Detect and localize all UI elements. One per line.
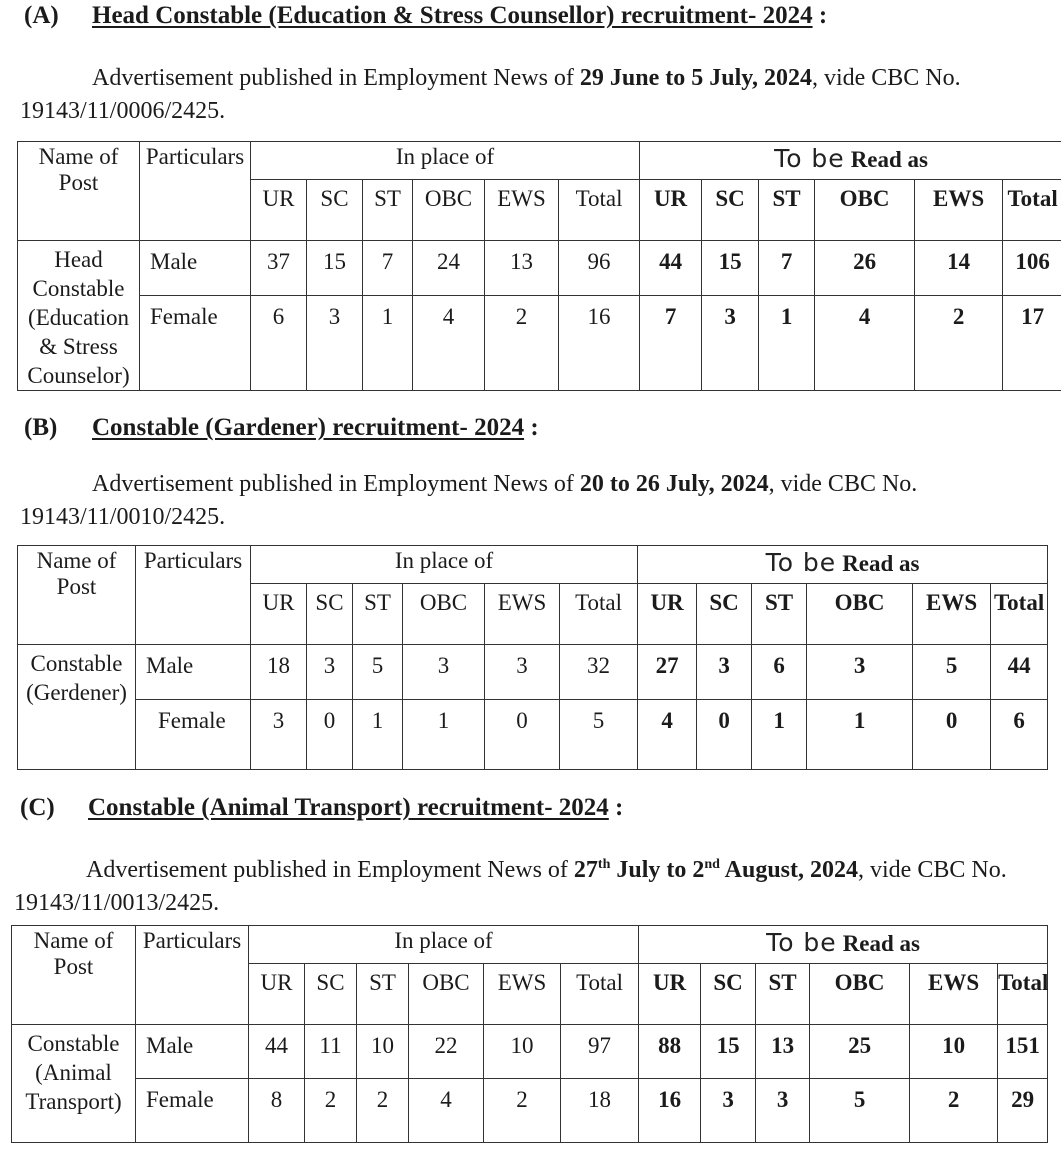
section-label: (C) bbox=[20, 794, 55, 821]
cell: 0 bbox=[697, 700, 752, 770]
cell: 2 bbox=[485, 296, 559, 391]
cell: 16 bbox=[639, 1079, 701, 1143]
header-in-place-of: In place of bbox=[251, 142, 640, 180]
header-read-as: To be Read as bbox=[638, 546, 1048, 584]
table-row bbox=[12, 1079, 1048, 1143]
col-header: Total bbox=[560, 584, 638, 645]
cell: 0 bbox=[913, 700, 991, 770]
col-header: UR bbox=[640, 180, 702, 241]
section-heading: (C) Constable (Animal Transport) recruitment- 2024 : bbox=[20, 794, 624, 821]
table-row bbox=[12, 1025, 1048, 1079]
particular: Female bbox=[136, 1079, 249, 1143]
cell: 8 bbox=[249, 1079, 305, 1143]
col-header: EWS bbox=[484, 964, 561, 1025]
header-in-place-of: In place of bbox=[249, 926, 639, 964]
handwritten-to-be: To be bbox=[765, 548, 837, 577]
col-header: EWS bbox=[485, 180, 559, 241]
cell: 2 bbox=[484, 1079, 561, 1143]
col-header: UR bbox=[249, 964, 305, 1025]
cell: 3 bbox=[701, 1079, 756, 1143]
col-header: ST bbox=[353, 584, 403, 645]
cell: 15 bbox=[701, 1025, 756, 1079]
col-header: Total bbox=[991, 584, 1048, 645]
section-title: Head Constable (Education & Stress Counsellor) recruitment- 2024 bbox=[92, 2, 813, 29]
cell: 1 bbox=[807, 700, 913, 770]
col-header: EWS bbox=[913, 584, 991, 645]
cell: 18 bbox=[251, 645, 307, 700]
cell: 3 bbox=[485, 645, 560, 700]
cell: 4 bbox=[409, 1079, 484, 1143]
advertisement-paragraph: Advertisement published in Employment News of 29 June to 5 July, 2024, vide CBC No. 19143/11/0006/2425. bbox=[20, 65, 961, 124]
publication-date: 27th July to 2nd August, 2024 bbox=[573, 857, 859, 883]
publication-date: 29 June to 5 July, 2024 bbox=[579, 65, 812, 91]
col-header: SC bbox=[307, 584, 353, 645]
cell: 44 bbox=[991, 645, 1048, 700]
cell: 5 bbox=[353, 645, 403, 700]
post-name: Constable (Gerdener) bbox=[18, 645, 136, 770]
cell: 13 bbox=[485, 241, 559, 296]
cell: 2 bbox=[915, 296, 1003, 391]
cell: 1 bbox=[752, 700, 807, 770]
cell: 2 bbox=[305, 1079, 357, 1143]
cell: 18 bbox=[561, 1079, 639, 1143]
cell: 27 bbox=[638, 645, 697, 700]
cell: 10 bbox=[484, 1025, 561, 1079]
col-header: ST bbox=[752, 584, 807, 645]
post-name: Head Constable (Education & Stress Counselor) bbox=[18, 241, 140, 391]
col-header: Total bbox=[561, 964, 639, 1025]
cell: 10 bbox=[357, 1025, 409, 1079]
section-title: Constable (Gardener) recruitment- 2024 bbox=[92, 414, 525, 441]
cell: 6 bbox=[991, 700, 1048, 770]
col-header: Total bbox=[998, 964, 1048, 1025]
header-name-of-post: Name of Post bbox=[18, 546, 136, 645]
cell: 7 bbox=[363, 241, 413, 296]
col-header: EWS bbox=[910, 964, 998, 1025]
cell: 3 bbox=[307, 645, 353, 700]
cell: 4 bbox=[413, 296, 485, 391]
header-name-of-post: Name of Post bbox=[12, 926, 136, 1025]
particular: Female bbox=[140, 296, 251, 391]
section-heading: (B) Constable (Gardener) recruitment- 2024 : bbox=[24, 414, 539, 441]
col-header: SC bbox=[307, 180, 363, 241]
cell: 25 bbox=[810, 1025, 910, 1079]
particular: Male bbox=[136, 1025, 249, 1079]
cell: 2 bbox=[357, 1079, 409, 1143]
cell: 97 bbox=[561, 1025, 639, 1079]
cell: 7 bbox=[759, 241, 815, 296]
cell: 151 bbox=[998, 1025, 1048, 1079]
col-header: SC bbox=[305, 964, 357, 1025]
advertisement-paragraph: Advertisement published in Employment News of 20 to 26 July, 2024, vide CBC No. 19143/11/0010/2425. bbox=[20, 471, 918, 530]
col-header: UR bbox=[638, 584, 697, 645]
col-header: OBC bbox=[403, 584, 485, 645]
col-header: ST bbox=[357, 964, 409, 1025]
cell: 3 bbox=[307, 296, 363, 391]
col-header: Total bbox=[1003, 180, 1061, 241]
cell: 3 bbox=[807, 645, 913, 700]
col-header: UR bbox=[251, 584, 307, 645]
cell: 88 bbox=[639, 1025, 701, 1079]
cell: 10 bbox=[910, 1025, 998, 1079]
header-particulars: Particulars bbox=[136, 546, 251, 645]
cell: 26 bbox=[815, 241, 915, 296]
vacancy-table bbox=[17, 545, 1048, 770]
header-in-place-of: In place of bbox=[251, 546, 638, 584]
cell: 1 bbox=[353, 700, 403, 770]
col-header: OBC bbox=[815, 180, 915, 241]
col-header: OBC bbox=[409, 964, 484, 1025]
particular: Male bbox=[136, 645, 251, 700]
col-header: EWS bbox=[915, 180, 1003, 241]
header-read-as: To be Read as bbox=[640, 142, 1061, 180]
table-row bbox=[18, 241, 1061, 296]
cell: 0 bbox=[307, 700, 353, 770]
cell: 17 bbox=[1003, 296, 1061, 391]
cell: 3 bbox=[251, 700, 307, 770]
col-header: OBC bbox=[807, 584, 913, 645]
cell: 96 bbox=[559, 241, 640, 296]
cell: 3 bbox=[403, 645, 485, 700]
cell: 15 bbox=[307, 241, 363, 296]
col-header: SC bbox=[697, 584, 752, 645]
cell: 5 bbox=[560, 700, 638, 770]
table-row bbox=[18, 700, 1048, 770]
header-particulars: Particulars bbox=[136, 926, 249, 1025]
cell: 15 bbox=[702, 241, 759, 296]
col-header: SC bbox=[702, 180, 759, 241]
cell: 1 bbox=[403, 700, 485, 770]
header-read-as: To be Read as bbox=[639, 926, 1048, 964]
particular: Male bbox=[140, 241, 251, 296]
col-header: Total bbox=[559, 180, 640, 241]
handwritten-to-be: To be bbox=[766, 928, 837, 957]
cell: 22 bbox=[409, 1025, 484, 1079]
header-name-of-post: Name of Post bbox=[18, 142, 140, 241]
cell: 3 bbox=[697, 645, 752, 700]
cell: 16 bbox=[559, 296, 640, 391]
section-heading: (A) Head Constable (Education & Stress Counsellor) recruitment- 2024 : bbox=[24, 2, 828, 29]
vacancy-table bbox=[17, 141, 1061, 391]
cell: 24 bbox=[413, 241, 485, 296]
cell: 4 bbox=[638, 700, 697, 770]
cell: 4 bbox=[815, 296, 915, 391]
cell: 5 bbox=[810, 1079, 910, 1143]
cell: 6 bbox=[752, 645, 807, 700]
cell: 106 bbox=[1003, 241, 1061, 296]
col-header: OBC bbox=[810, 964, 910, 1025]
cell: 1 bbox=[759, 296, 815, 391]
col-header: UR bbox=[639, 964, 701, 1025]
cell: 3 bbox=[756, 1079, 810, 1143]
particular: Female bbox=[136, 700, 251, 770]
cell: 11 bbox=[305, 1025, 357, 1079]
col-header: ST bbox=[756, 964, 810, 1025]
section-label: (B) bbox=[24, 414, 58, 441]
col-header: ST bbox=[759, 180, 815, 241]
cell: 44 bbox=[249, 1025, 305, 1079]
col-header: EWS bbox=[485, 584, 560, 645]
cell: 13 bbox=[756, 1025, 810, 1079]
col-header: UR bbox=[251, 180, 307, 241]
cell: 32 bbox=[560, 645, 638, 700]
cell: 44 bbox=[640, 241, 702, 296]
publication-date: 20 to 26 July, 2024 bbox=[579, 471, 769, 497]
col-header: OBC bbox=[413, 180, 485, 241]
table-row bbox=[18, 296, 1061, 391]
cell: 6 bbox=[251, 296, 307, 391]
cell: 7 bbox=[640, 296, 702, 391]
cell: 1 bbox=[363, 296, 413, 391]
section-label: (A) bbox=[24, 2, 59, 29]
col-header: SC bbox=[701, 964, 756, 1025]
vacancy-table bbox=[11, 925, 1048, 1143]
col-header: ST bbox=[363, 180, 413, 241]
cell: 29 bbox=[998, 1079, 1048, 1143]
cell: 5 bbox=[913, 645, 991, 700]
advertisement-paragraph: Advertisement published in Employment News of 27th July to 2nd August, 2024, vide CBC No. 19143/11/0013/2425. bbox=[14, 857, 1007, 916]
cell: 0 bbox=[485, 700, 560, 770]
post-name: Constable (Animal Transport) bbox=[12, 1025, 136, 1143]
handwritten-to-be: To be bbox=[774, 144, 845, 173]
cell: 2 bbox=[910, 1079, 998, 1143]
cell: 3 bbox=[702, 296, 759, 391]
table-row bbox=[18, 645, 1048, 700]
cell: 37 bbox=[251, 241, 307, 296]
header-particulars: Particulars bbox=[140, 142, 251, 241]
cell: 14 bbox=[915, 241, 1003, 296]
section-title: Constable (Animal Transport) recruitment- 2024 bbox=[88, 794, 609, 821]
